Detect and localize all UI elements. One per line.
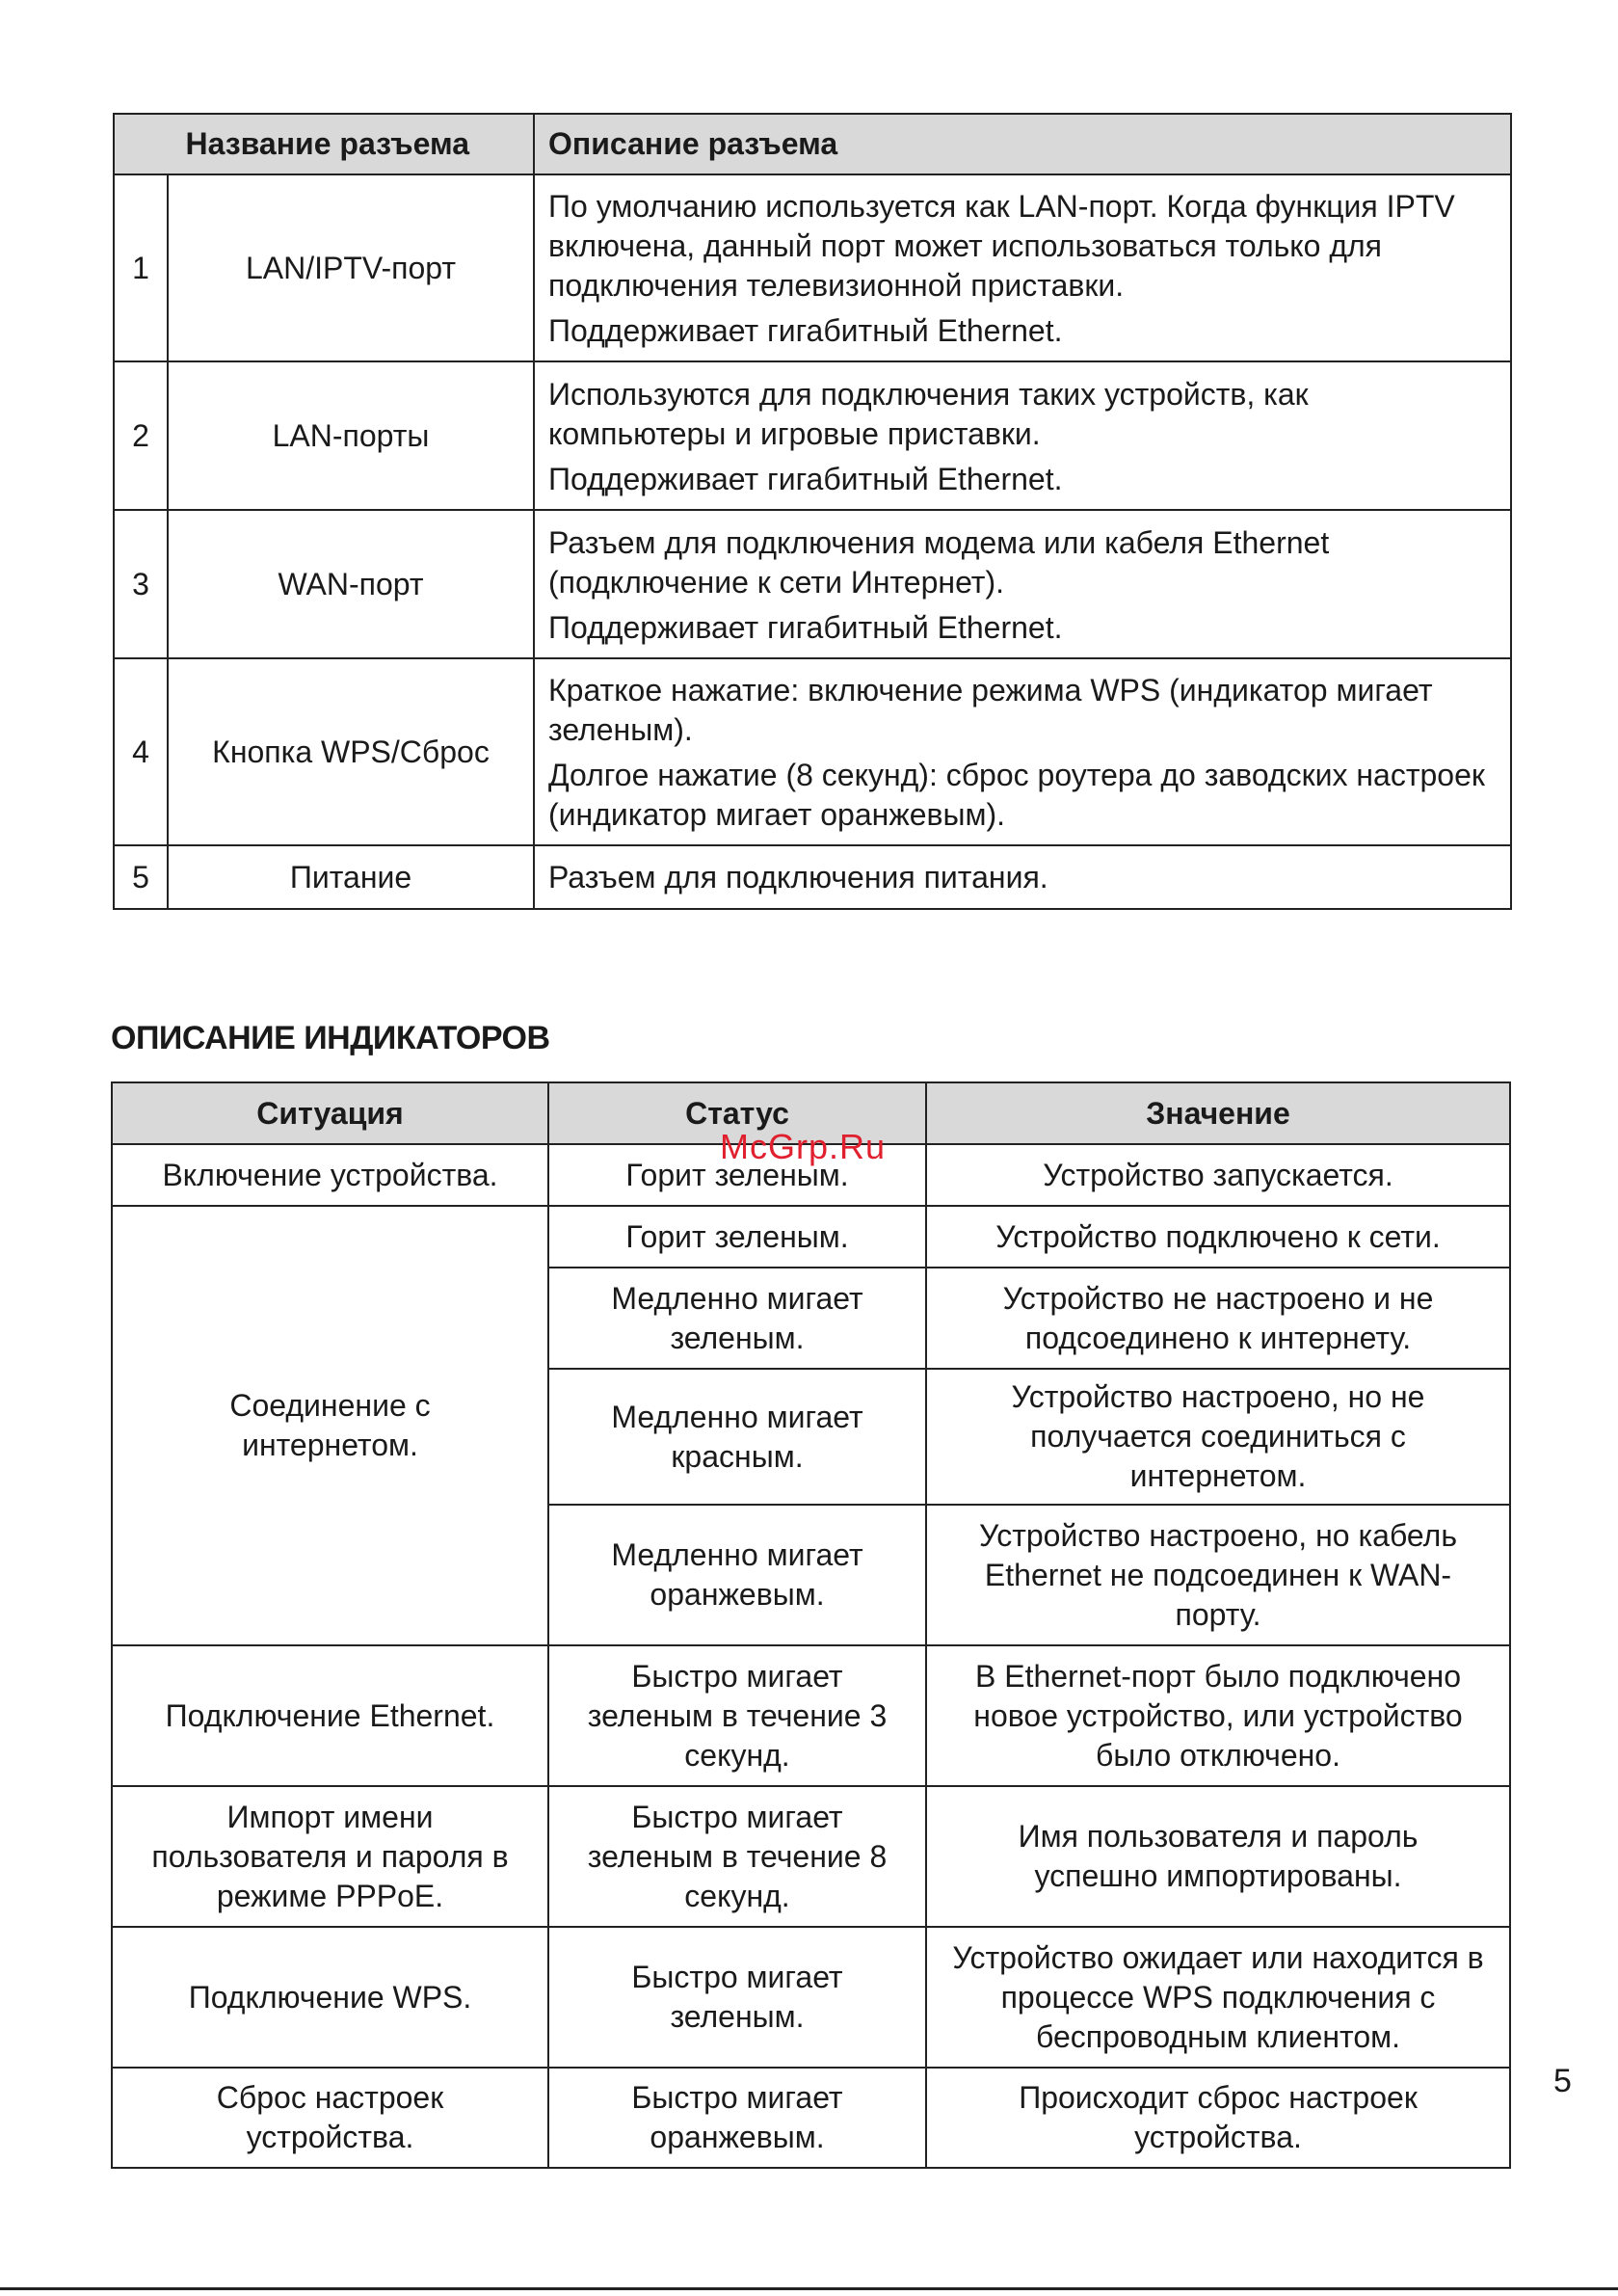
- situation-cell: Подключение WPS.: [112, 1927, 548, 2068]
- meaning-cell: Устройство настроено, но не получается соединиться с интернетом.: [926, 1369, 1510, 1505]
- connector-description: [534, 845, 1511, 909]
- situation-cell: Соединение с интернетом.: [112, 1206, 548, 1645]
- meaning-cell: В Ethernet-порт было подключено новое устройство, или устройство было отключено.: [926, 1645, 1510, 1786]
- meaning-cell: Устройство подключено к сети.: [926, 1206, 1510, 1268]
- connectors-table: [113, 113, 1512, 910]
- connector-name: LAN-порты: [168, 361, 534, 510]
- meaning-cell: Имя пользователя и пароль успешно импортированы.: [926, 1786, 1510, 1927]
- table-row: [114, 361, 1511, 510]
- watermark: McGrp.Ru: [720, 1127, 887, 1166]
- table-row: [112, 2068, 1510, 2168]
- description-paragraph: Поддерживает гигабитный Ethernet.: [548, 461, 1063, 496]
- status-cell: Горит зеленым.: [548, 1206, 926, 1268]
- header-connector-name: Название разъема: [114, 114, 534, 174]
- description-paragraph: По умолчанию используется как LAN-порт. Когда функция IPTV включена, данный порт может использоваться только для подключения телевизионной приставки.: [548, 189, 1455, 303]
- connector-description: [534, 174, 1511, 361]
- connector-name: Питание: [168, 845, 534, 909]
- section-title: ОПИСАНИЕ ИНДИКАТОРОВ: [111, 1020, 550, 1056]
- connector-name: LAN/IPTV-порт: [168, 174, 534, 361]
- description-paragraph: Используются для подключения таких устройств, как компьютеры и игровые приставки.: [548, 376, 1309, 451]
- status-cell: Быстро мигает оранжевым.: [548, 2068, 926, 2168]
- row-number: 4: [114, 658, 168, 845]
- meaning-cell: Устройство ожидает или находится в процессе WPS подключения с беспроводным клиентом.: [926, 1927, 1510, 2068]
- description-paragraph: Разъем для подключения модема или кабеля Ethernet (подключение к сети Интернет).: [548, 524, 1330, 600]
- table-row: [114, 658, 1511, 845]
- status-cell: Горит зеленым.: [548, 1144, 926, 1206]
- status-cell: Быстро мигает зеленым.: [548, 1927, 926, 2068]
- page-number: 5: [1553, 2063, 1572, 2099]
- description-paragraph: Разъем для подключения питания.: [548, 859, 1048, 894]
- status-cell: Медленно мигает красным.: [548, 1369, 926, 1505]
- page-bottom-divider: [0, 2287, 1618, 2290]
- connector-name: WAN-порт: [168, 510, 534, 658]
- description-paragraph: Долгое нажатие (8 секунд): сброс роутера до заводских настроек (индикатор мигает оранжевым).: [548, 758, 1485, 832]
- connector-name: Кнопка WPS/Сброс: [168, 658, 534, 845]
- connector-description: [534, 361, 1511, 510]
- situation-cell: Импорт имени пользователя и пароля в режиме PPPoE.: [112, 1786, 548, 1927]
- meaning-cell: Происходит сброс настроек устройства.: [926, 2068, 1510, 2168]
- situation-cell: Включение устройства.: [112, 1144, 548, 1206]
- row-number: 2: [114, 361, 168, 510]
- situation-cell: Сброс настроек устройства.: [112, 2068, 548, 2168]
- meaning-cell: Устройство не настроено и не подсоединено к интернету.: [926, 1268, 1510, 1369]
- table-row: [112, 1927, 1510, 2068]
- indicators-table: [111, 1081, 1511, 2169]
- description-paragraph: Краткое нажатие: включение режима WPS (индикатор мигает зеленым).: [548, 673, 1433, 747]
- meaning-cell: Устройство настроено, но кабель Ethernet не подсоединен к WAN-порту.: [926, 1505, 1510, 1645]
- status-cell: Быстро мигает зеленым в течение 3 секунд.: [548, 1645, 926, 1786]
- status-cell: Медленно мигает оранжевым.: [548, 1505, 926, 1645]
- description-paragraph: Поддерживает гигабитный Ethernet.: [548, 609, 1063, 645]
- meaning-cell: Устройство запускается.: [926, 1144, 1510, 1206]
- connector-description: [534, 658, 1511, 845]
- table-row: [112, 1645, 1510, 1786]
- status-cell: Быстро мигает зеленым в течение 8 секунд.: [548, 1786, 926, 1927]
- table-row: [114, 510, 1511, 658]
- table-row: [112, 1786, 1510, 1927]
- row-number: 1: [114, 174, 168, 361]
- header-status: Статус: [548, 1082, 926, 1144]
- table-row: [112, 1206, 1510, 1268]
- table-row: [114, 845, 1511, 909]
- header-connector-description: Описание разъема: [534, 114, 1511, 174]
- row-number: 3: [114, 510, 168, 658]
- table-row: [114, 174, 1511, 361]
- header-meaning: Значение: [926, 1082, 1510, 1144]
- description-paragraph: Поддерживает гигабитный Ethernet.: [548, 313, 1063, 348]
- connector-description: [534, 510, 1511, 658]
- status-cell: Медленно мигает зеленым.: [548, 1268, 926, 1369]
- header-situation: Ситуация: [112, 1082, 548, 1144]
- table-header-row: [114, 114, 1511, 174]
- row-number: 5: [114, 845, 168, 909]
- situation-cell: Подключение Ethernet.: [112, 1645, 548, 1786]
